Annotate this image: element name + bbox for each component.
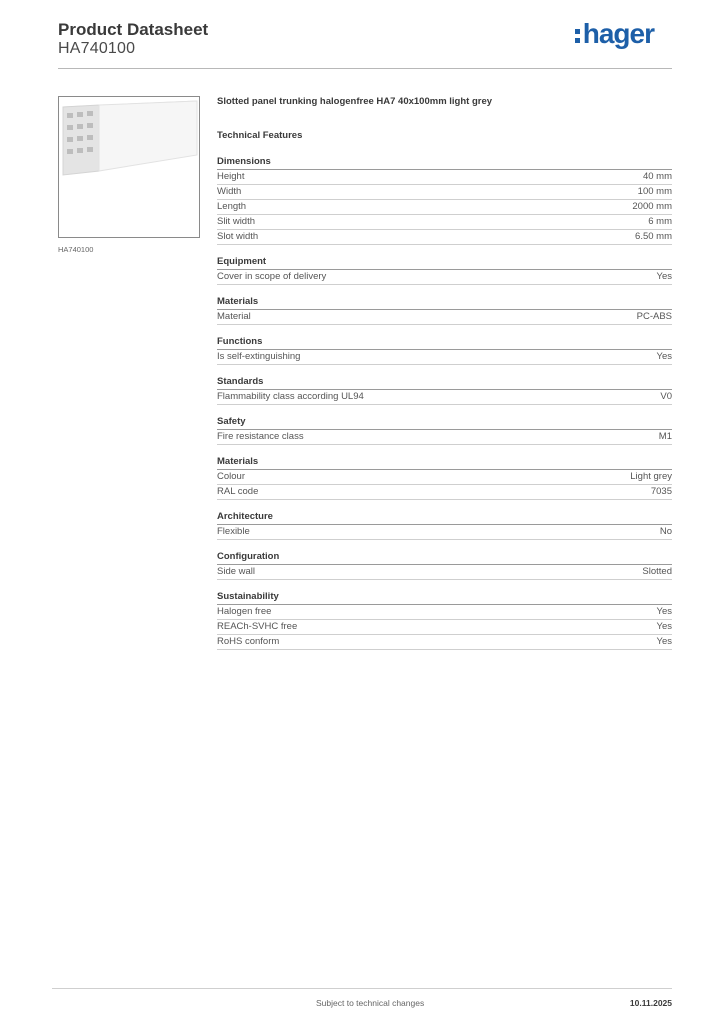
feature-row [217,525,672,540]
product-title: Slotted panel trunking halogenfree HA7 40x100mm light grey [217,96,493,107]
feature-label: Fire resistance class [217,431,304,442]
feature-row [217,170,672,185]
feature-row [217,185,672,200]
feature-value: Light grey [630,471,672,482]
feature-row [217,230,672,245]
feature-value: Yes [656,271,672,282]
footer-note: Subject to technical changes [316,998,425,1008]
panel-trunking-icon [59,97,199,237]
feature-value: 6.50 mm [635,231,672,242]
feature-row [217,620,672,635]
feature-label: Width [217,186,242,197]
logo-text: hager [582,18,654,49]
feature-group [217,455,672,500]
feature-group-title: Standards [217,375,672,390]
document-code: HA740100 [58,40,136,57]
feature-label: RoHS conform [217,636,280,647]
feature-group [217,590,672,650]
feature-value: Yes [656,621,672,632]
feature-label: Height [217,171,245,182]
product-image-caption: HA740100 [58,245,94,254]
feature-value: Yes [656,351,672,362]
feature-row [217,215,672,230]
feature-row [217,310,672,325]
feature-label: Side wall [217,566,256,577]
group-spacer [217,500,672,510]
feature-row [217,470,672,485]
group-spacer [217,405,672,415]
feature-value: V0 [660,391,672,402]
feature-group-title: Materials [217,295,672,310]
feature-row [217,430,672,445]
group-spacer [217,285,672,295]
group-spacer [217,245,672,255]
product-image [58,96,200,238]
feature-row [217,565,672,580]
feature-label: Flexible [217,526,250,537]
feature-group-title: Architecture [217,510,672,525]
feature-value: 2000 mm [632,201,672,212]
feature-value: Yes [656,606,672,617]
feature-row [217,200,672,215]
feature-group-title: Equipment [217,255,672,270]
feature-row [217,270,672,285]
feature-label: Colour [217,471,245,482]
feature-label: Halogen free [217,606,272,617]
feature-value: M1 [658,431,672,442]
technical-features-list [217,155,672,650]
feature-value: Yes [656,636,672,647]
feature-group [217,295,672,325]
group-spacer [217,445,672,455]
feature-group [217,415,672,445]
feature-value: Slotted [642,566,672,577]
feature-group [217,255,672,285]
feature-group [217,550,672,580]
feature-label: Cover in scope of delivery [217,271,327,282]
hager-logo [575,18,654,50]
feature-row [217,485,672,500]
feature-group-title: Safety [217,415,672,430]
technical-features-heading: Technical Features [217,130,303,141]
feature-row [217,635,672,650]
footer-divider [52,988,672,989]
feature-row [217,390,672,405]
page-header [58,20,672,68]
feature-label: Flammability class according UL94 [217,391,364,402]
feature-group [217,335,672,365]
feature-group-title: Configuration [217,550,672,565]
feature-group-title: Functions [217,335,672,350]
feature-group [217,155,672,245]
document-title: Product Datasheet [58,20,209,39]
feature-group-title: Dimensions [217,155,672,170]
feature-value: 6 mm [648,216,672,227]
header-divider [58,68,672,69]
feature-label: Length [217,201,247,212]
feature-value: 100 mm [637,186,672,197]
feature-row [217,350,672,365]
feature-label: Slot width [217,231,259,242]
feature-group [217,375,672,405]
feature-value: PC-ABS [636,311,672,322]
feature-value: 40 mm [642,171,672,182]
feature-label: RAL code [217,486,259,497]
feature-value: 7035 [650,486,672,497]
group-spacer [217,580,672,590]
feature-value: No [659,526,672,537]
feature-label: REACh-SVHC free [217,621,298,632]
feature-group-title: Sustainability [217,590,672,605]
feature-row [217,605,672,620]
feature-group [217,510,672,540]
feature-label: Is self-extinguishing [217,351,301,362]
logo-dots-icon [575,29,580,43]
feature-group-title: Materials [217,455,672,470]
group-spacer [217,540,672,550]
footer-date: 10.11.2025 [629,998,672,1008]
group-spacer [217,365,672,375]
group-spacer [217,325,672,335]
feature-label: Slit width [217,216,256,227]
feature-label: Material [217,311,251,322]
